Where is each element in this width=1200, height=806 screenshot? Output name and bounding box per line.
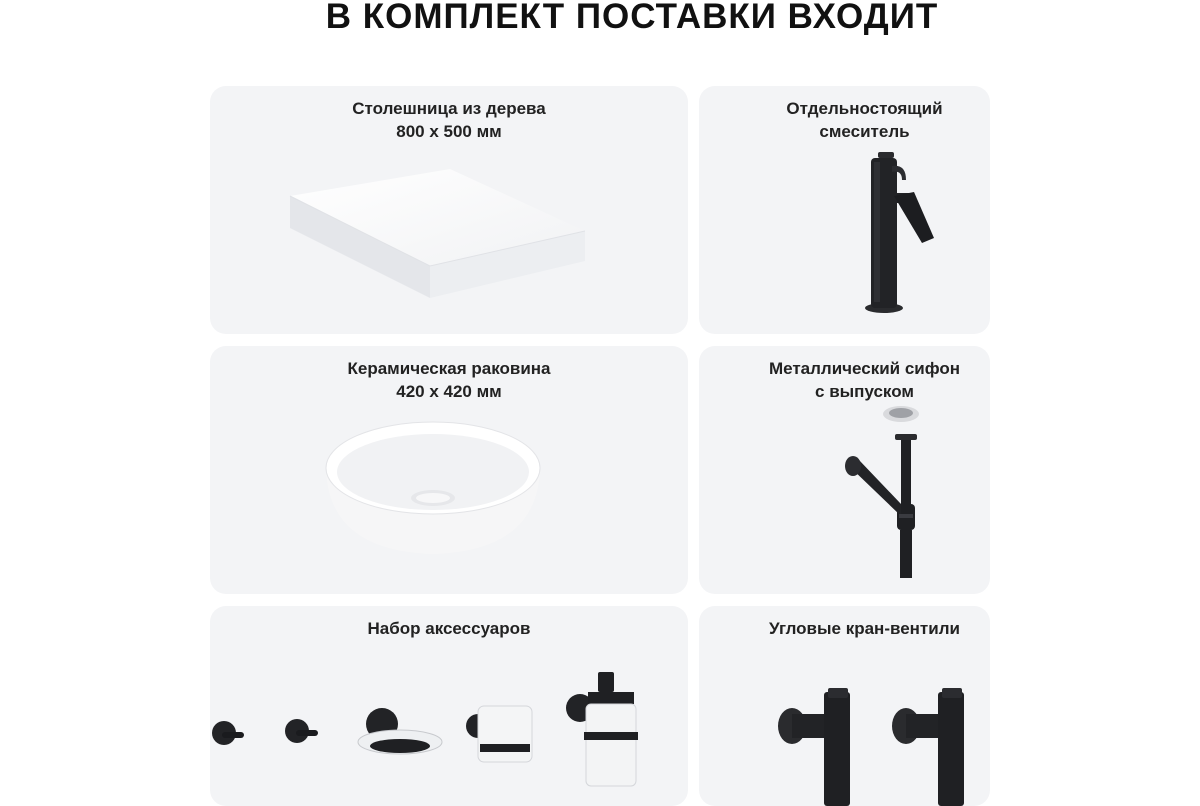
- page-title: В КОМПЛЕКТ ПОСТАВКИ ВХОДИТ: [325, 0, 939, 36]
- card-caption: [699, 617, 990, 640]
- card-title: Набор аксессуаров: [367, 619, 531, 638]
- card-subtitle: 800 х 500 мм: [396, 122, 502, 141]
- faucet-icon: [854, 148, 954, 323]
- wooden-countertop-icon: [280, 161, 600, 306]
- card-caption: [210, 357, 688, 403]
- siphon-icon: [839, 404, 959, 584]
- accessories-set-icon: [210, 666, 688, 806]
- card-title: Угловые кран-вентили: [769, 619, 960, 638]
- product-card-accessories: [210, 606, 688, 806]
- product-card-countertop: [210, 86, 688, 334]
- product-card-siphon: [699, 346, 990, 594]
- product-card-faucet: [699, 86, 990, 334]
- card-caption: [699, 357, 990, 403]
- product-card-sink: [210, 346, 688, 594]
- card-subtitle: 420 х 420 мм: [396, 382, 502, 401]
- card-subtitle: смеситель: [819, 122, 910, 141]
- card-caption: [210, 97, 688, 143]
- card-title: Столешница из дерева: [352, 99, 546, 118]
- card-subtitle: с выпуском: [815, 382, 914, 401]
- ceramic-sink-icon: [322, 416, 544, 566]
- product-card-angle-valves: [699, 606, 990, 806]
- card-caption: [699, 97, 990, 143]
- card-title: Керамическая раковина: [347, 359, 551, 378]
- card-caption: [210, 617, 688, 640]
- card-title: Металлический сифон: [768, 359, 961, 378]
- card-title: Отдельностоящий: [786, 99, 943, 118]
- angle-valves-icon: [774, 686, 990, 806]
